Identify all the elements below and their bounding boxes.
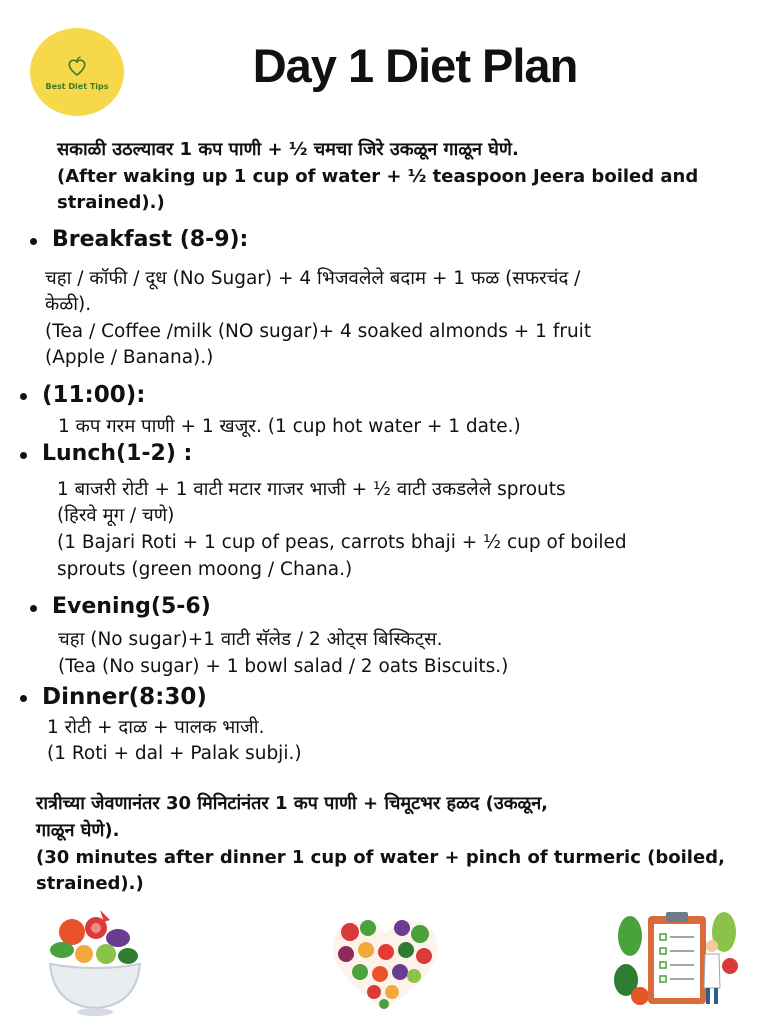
night-line-1: रात्रीच्या जेवणानंतर 30 मिनिटांनंतर 1 कप पाणी + चिमूटभर हळद (उकळून,	[36, 793, 549, 814]
morning-marathi: सकाळी उठल्यावर 1 कप पाणी + ½ चमचा जिरे उकळून गाळून घेणे.	[57, 139, 519, 160]
evening-heading: Evening(5-6)	[52, 594, 211, 619]
breakfast-line-3: (Tea / Coffee /milk (NO sugar)+ 4 soaked almonds + 1 fruit	[45, 321, 592, 342]
night-line-3: (30 minutes after dinner 1 cup of water + pinch of turmeric (boiled,	[36, 847, 725, 868]
dinner-line-1: 1 रोटी + दाळ + पालक भाजी.	[47, 717, 265, 738]
evening-line-1: चहा (No sugar)+1 वाटी सॅलेड / 2 ओट्स बिस्किट्स.	[58, 629, 443, 650]
bullet-dot	[20, 695, 27, 702]
bullet-dot	[20, 393, 27, 400]
night-line-4: strained).)	[36, 873, 144, 894]
bullet-dot	[30, 605, 37, 612]
evening-line-2: (Tea (No sugar) + 1 bowl salad / 2 oats Biscuits.)	[58, 656, 509, 677]
lunch-line-2: (हिरवे मूग / चणे)	[57, 505, 175, 526]
logo	[30, 28, 124, 116]
vegetable-heart-icon	[326, 910, 444, 1014]
dinner-heading: Dinner(8:30)	[42, 684, 207, 710]
dinner-line-2: (1 Roti + dal + Palak subji.)	[47, 743, 302, 764]
snack-line-1: 1 कप गरम पाणी + 1 खजूर. (1 cup hot water + 1 date.)	[58, 416, 521, 437]
breakfast-line-2: केळी).	[45, 294, 92, 315]
breakfast-line-1: चहा / कॉफी / दूध (No Sugar) + 4 भिजवलेले बदाम + 1 फळ (सफरचंद /	[45, 268, 581, 289]
lunch-line-4: sprouts (green moong / Chana.)	[57, 559, 353, 580]
lunch-line-1: 1 बाजरी रोटी + 1 वाटी मटार गाजर भाजी + ½ वाटी उकडलेले sprouts	[57, 479, 566, 500]
logo-text: Best Diet Tips	[45, 81, 109, 91]
night-line-2: गाळून घेणे).	[36, 820, 120, 841]
page-title: Day 1 Diet Plan	[252, 39, 578, 92]
breakfast-heading: Breakfast (8-9):	[52, 227, 249, 252]
bullet-dot	[20, 452, 27, 459]
apple-heart-icon	[65, 54, 89, 78]
diet-checklist-icon	[612, 896, 742, 1014]
lunch-heading: Lunch(1-2) :	[42, 441, 193, 466]
morning-english-2: strained).)	[57, 192, 165, 213]
morning-english-1: (After waking up 1 cup of water + ½ teaspoon Jeera boiled and	[57, 166, 699, 187]
salad-bowl-icon	[40, 902, 150, 1020]
lunch-line-3: (1 Bajari Roti + 1 cup of peas, carrots bhaji + ½ cup of boiled	[57, 532, 627, 553]
snack-heading: (11:00):	[42, 382, 146, 408]
breakfast-line-4: (Apple / Banana).)	[45, 347, 214, 368]
bullet-dot	[30, 238, 37, 245]
